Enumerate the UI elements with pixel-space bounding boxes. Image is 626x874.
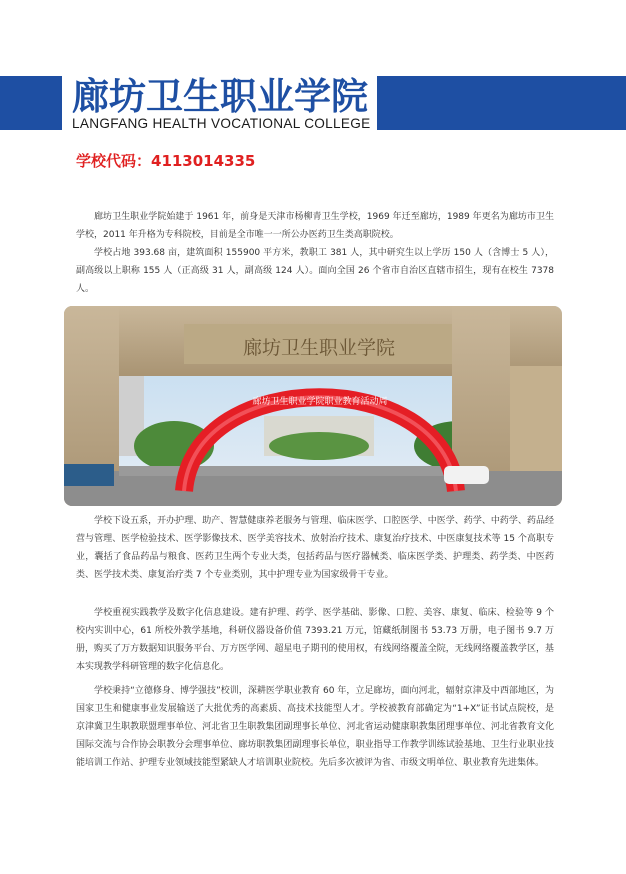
arch-banner-text: 廊坊卫生职业学院职业教育活动周 xyxy=(252,397,388,407)
paragraph-campus: 学校占地 393.68 亩，建筑面积 155900 平方米，教职工 381 人，其中研究生以上学历 150 人（含博士 5 人），副高级以上职称 155 人（正高级 31 人，副高级 124 人）。面向全国 26 个省市自治区直辖市招生，现有在校生 7378 人。 xyxy=(76,248,554,294)
gate-inscription: 廊坊卫生职业学院 xyxy=(242,337,396,359)
campus-gate-photo xyxy=(64,306,562,506)
paragraph-facilities: 学校重视实践教学及数字化信息建设。建有护理、药学、医学基础、影像、口腔、美容、康复、临床、检验等 9 个校内实训中心，61 所校外教学基地，科研仪器设备价值 7393.21 万元，馆藏纸制图书 53.73 万册，电子图书 9.7 万册，购买了万方数据知识服务平台、万方医学网、超星电子期刊的使用权，有线网络覆盖全院，无线网络覆盖教学区，基本实现教学科研管理的数字化信息化。 xyxy=(76,608,554,672)
school-name-en: LANGFANG HEALTH VOCATIONAL COLLEGE xyxy=(72,116,371,131)
header-band-left xyxy=(0,76,62,130)
school-code: 学校代码：4113014335 xyxy=(76,152,256,170)
paragraph-history: 廊坊卫生职业学院始建于 1961 年，前身是天津市杨柳青卫生学校，1969 年迁至廊坊，1989 年更名为廊坊市卫生学校，2011 年升格为专科院校，目前是全市唯一一所公办医药卫生类高职院校。 xyxy=(76,212,554,240)
paragraph-mission: 学校秉持“立德修身、博学强技”校训，深耕医学职业教育 60 年，立足廊坊，面向河北，辐射京津及中西部地区，为国家卫生和健康事业发展输送了大批优秀的高素质、高技术技能型人才。学校被教育部确定为“1+X”证书试点院校，是京津冀卫生职教联盟理事单位、河北省卫生职教集团副理事长单位、河北省运动健康职教集团理事单位、河北省教育文化国际交流与合作协会职教分会理事单位、廊坊职教集团副理事长单位，职业指导工作教学训练试验基地、卫生行业职业技能培训工作站、护理专业领域技能型紧缺人才培训职业院校。先后多次被评为省、市级文明单位、职业教育先进集体。 xyxy=(76,686,554,768)
header-band-right xyxy=(377,76,626,130)
school-name-cn: 廊坊卫生职业学院 xyxy=(72,75,368,118)
paragraph-programs: 学校下设五系，开办护理、助产、智慧健康养老服务与管理、临床医学、口腔医学、中医学、药学、中药学、药品经营与管理、医学检验技术、医学影像技术、医学美容技术、放射治疗技术、康复治疗技术、中医康复技术等 15 个高职专业，囊括了食品药品与粮食、医药卫生两个专业大类，包括药品与医疗器械类、临床医学类、护理类、药学类、中医药类、医学技术类、康复治疗类 7 个专业类别，其中护理专业为国家级骨干专业。 xyxy=(76,516,554,580)
